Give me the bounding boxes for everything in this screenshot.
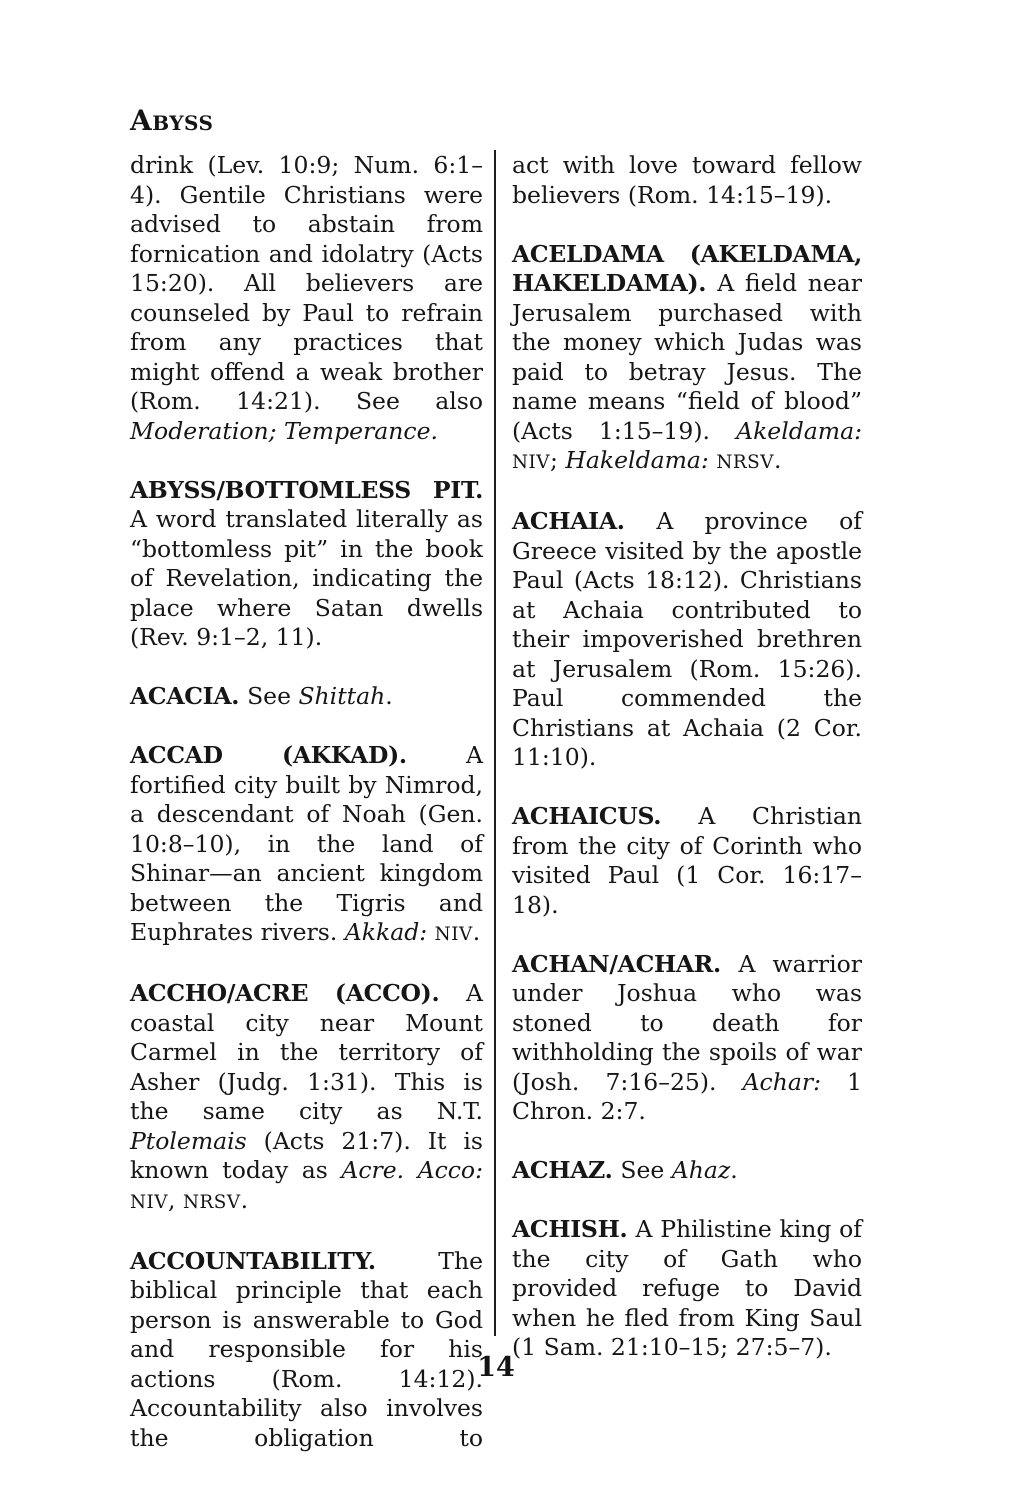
entry-headword: ACHISH.	[512, 1215, 636, 1243]
entry-text-segment: See	[247, 682, 299, 710]
entry-paragraph	[512, 240, 862, 478]
entry-text-segment: .	[240, 1185, 249, 1214]
entry-text-segment: A coastal city near Mount Carmel in the territory of Asher (Judg. 1:31). This is the same city as N.T.	[130, 979, 483, 1125]
running-head: Abyss	[130, 104, 214, 137]
entry-text-segment: .	[730, 1156, 738, 1184]
right-column	[512, 151, 862, 1363]
entry-text-segment: NRSV	[716, 452, 774, 473]
entry-text-segment: Moderation; Temperance.	[130, 416, 438, 445]
entry-text-segment: NRSV	[182, 1191, 241, 1213]
entry-text-segment: .	[472, 918, 481, 946]
entry-text-segment: .	[773, 446, 782, 474]
entry-text-segment: A Christian from the city of Corinth who visited Paul (1 Cor. 16:17–18).	[512, 802, 862, 919]
entry-text-segment: A warrior under Joshua who was stoned to death for withholding the spoils of war (Josh. 7:16–25).	[512, 949, 862, 1096]
entry-text-segment: .	[385, 682, 393, 710]
entry-text-segment: A Philistine king of the city of Gath who provided refuge to David when he fled from King Saul (1 Sam. 21:10–15; 27:5–7).	[512, 1215, 862, 1361]
entry-text-segment: A word translated literally as “bottomless pit” in the book of Revelation, indicating the place where Satan dwells (Rev. 9:1–2, 11).	[130, 505, 483, 651]
column-divider	[494, 150, 496, 1336]
entry-headword: ACACIA.	[130, 682, 248, 710]
entry-text-segment: act with love toward fellow believers (Rom. 14:15–19).	[512, 151, 862, 209]
entry-paragraph	[130, 476, 483, 653]
entry-text-segment: ;	[550, 446, 566, 474]
entry-text-segment: See	[620, 1156, 672, 1184]
entry-text-segment: NIV	[512, 452, 551, 473]
entry-headword: ACCOUNTABILITY.	[130, 1246, 439, 1275]
entry-text-segment: A fortified city built by Nimrod, a descendant of Noah (Gen. 10:8–10), in the land of Shinar—an ancient kingdom between the Tigris and Euphrates rivers.	[130, 741, 483, 946]
entry-text-segment: Akkad:	[344, 918, 435, 946]
entry-text-segment: Ahaz	[671, 1156, 731, 1184]
entry-text-segment: A field near Jerusalem purchased with the money which Judas was paid to betray Jesus. The name means “field of blood” (Acts 1:15–19).	[512, 269, 862, 445]
entry-headword: ACELDAMA (AKELDAMA, HAKELDAMA).	[512, 239, 862, 297]
entry-headword: ACCHO/ACRE (ACCO).	[130, 979, 467, 1007]
entry-headword: ACHAIA.	[512, 507, 657, 535]
entry-text-segment: Ptolemais	[130, 1126, 247, 1155]
entry-headword: ACHAICUS.	[512, 802, 699, 830]
entry-paragraph	[130, 979, 483, 1217]
entry-paragraph	[130, 1247, 483, 1454]
entry-paragraph	[130, 682, 483, 712]
entry-text-segment: Akeldama:	[736, 416, 862, 445]
entry-paragraph	[512, 950, 862, 1127]
entry-text-segment: Acre. Acco:	[341, 1156, 483, 1184]
entry-text-segment: Achar:	[742, 1067, 848, 1096]
entry-text-segment: The biblical principle that each person is answerable to God and responsible for his actions (Rom. 14:12). Accountability also involves the obligation to	[130, 1246, 483, 1452]
entry-paragraph	[130, 741, 483, 950]
continuation-paragraph	[130, 151, 483, 446]
page-number: 14	[477, 1352, 515, 1383]
entry-text-segment: NIV	[434, 924, 473, 945]
entry-text-segment: (Acts 21:7). It is known today as	[130, 1126, 483, 1184]
entry-text-segment: Shittah	[298, 682, 386, 710]
entry-text-segment: Hakeldama:	[565, 446, 717, 474]
entry-headword: ABYSS/BOTTOMLESS PIT.	[130, 475, 483, 504]
entry-paragraph	[512, 507, 862, 773]
entry-text-segment: NIV	[130, 1191, 169, 1213]
entry-text-segment: ,	[168, 1185, 183, 1214]
entry-text-segment: drink (Lev. 10:9; Num. 6:1–4). Gentile Christians were advised to abstain from fornication and idolatry (Acts 15:20). All believers are counseled by Paul to refrain from any practices that might offend a weak brother (Rom. 14:21). See also	[130, 151, 483, 415]
entry-headword: ACHAZ.	[512, 1156, 621, 1184]
entry-paragraph	[512, 1156, 862, 1186]
continuation-paragraph	[512, 151, 862, 210]
entry-text-segment: A province of Greece visited by the apostle Paul (Acts 18:12). Christians at Achaia contributed to their impoverished brethren at Jerusalem (Rom. 15:26). Paul commended the Christians at Achaia (2 Cor. 11:10).	[512, 507, 862, 771]
entry-headword: ACHAN/ACHAR.	[512, 949, 739, 978]
left-column	[130, 151, 483, 1453]
entry-text-segment: 1 Chron. 2:7.	[512, 1067, 862, 1125]
entry-paragraph	[512, 1215, 862, 1363]
entry-paragraph	[512, 802, 862, 920]
entry-headword: ACCAD (AKKAD).	[130, 741, 467, 769]
